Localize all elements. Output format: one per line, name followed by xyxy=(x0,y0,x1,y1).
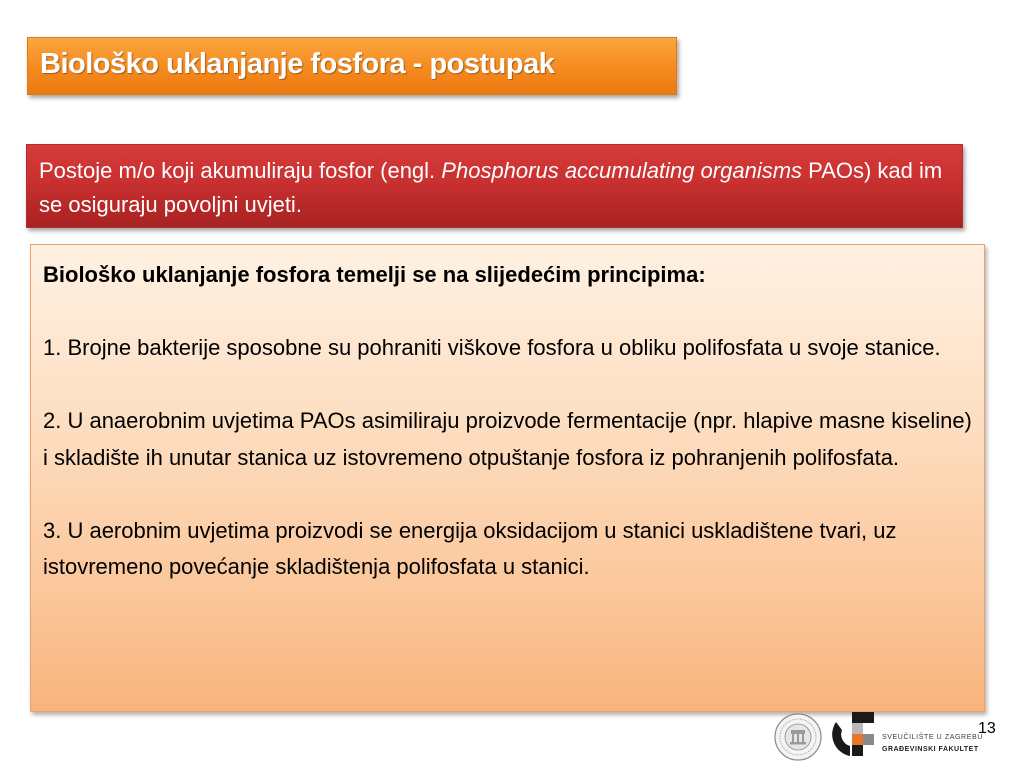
spacer xyxy=(43,476,972,513)
intro-text: Postoje m/o koji akumuliraju fosfor (engl. xyxy=(39,158,442,183)
footer-logos xyxy=(770,712,983,768)
principle-item-2: 2. U anaerobnim uvjetima PAOs asimiliraju proizvode fermentacije (npr. hlapive masne kiseline) i skladište ih unutar stanica uz istovremeno otpuštanje fosfora iz pohranjenih polifosfata. xyxy=(43,408,972,470)
principles-box xyxy=(30,244,985,712)
slide-title: Biološko uklanjanje fosfora - postupak xyxy=(40,48,555,80)
university-seal-icon xyxy=(773,712,823,762)
university-name: SVEUČILIŠTE U ZAGREBU xyxy=(882,734,983,741)
principle-item-1: 1. Brojne bakterije sposobne su pohraniti viškove fosfora u obliku polifosfata u svoje stanice. xyxy=(43,335,941,360)
slide-title-bar xyxy=(27,37,677,95)
intro-italic-term: Phosphorus accumulating organisms xyxy=(441,158,803,183)
spacer xyxy=(43,294,972,331)
spacer xyxy=(43,367,972,404)
principles-heading: Biološko uklanjanje fosfora temelji se na slijedećim principima: xyxy=(43,262,706,287)
principle-item-3: 3. U aerobnim uvjetima proizvodi se energija oksidacijom u stanici uskladištene tvari, uz istovremeno povećanje skladištenja polifosfata u stanici. xyxy=(43,517,897,579)
faculty-name: GRAĐEVINSKI FAKULTET xyxy=(882,746,979,753)
intro-box xyxy=(26,144,963,228)
intro-text-end: PAOs) kad im se osiguraju povoljni uvjeti. xyxy=(39,158,943,217)
faculty-logo-icon xyxy=(828,712,878,764)
page-number: 13 xyxy=(978,720,996,737)
